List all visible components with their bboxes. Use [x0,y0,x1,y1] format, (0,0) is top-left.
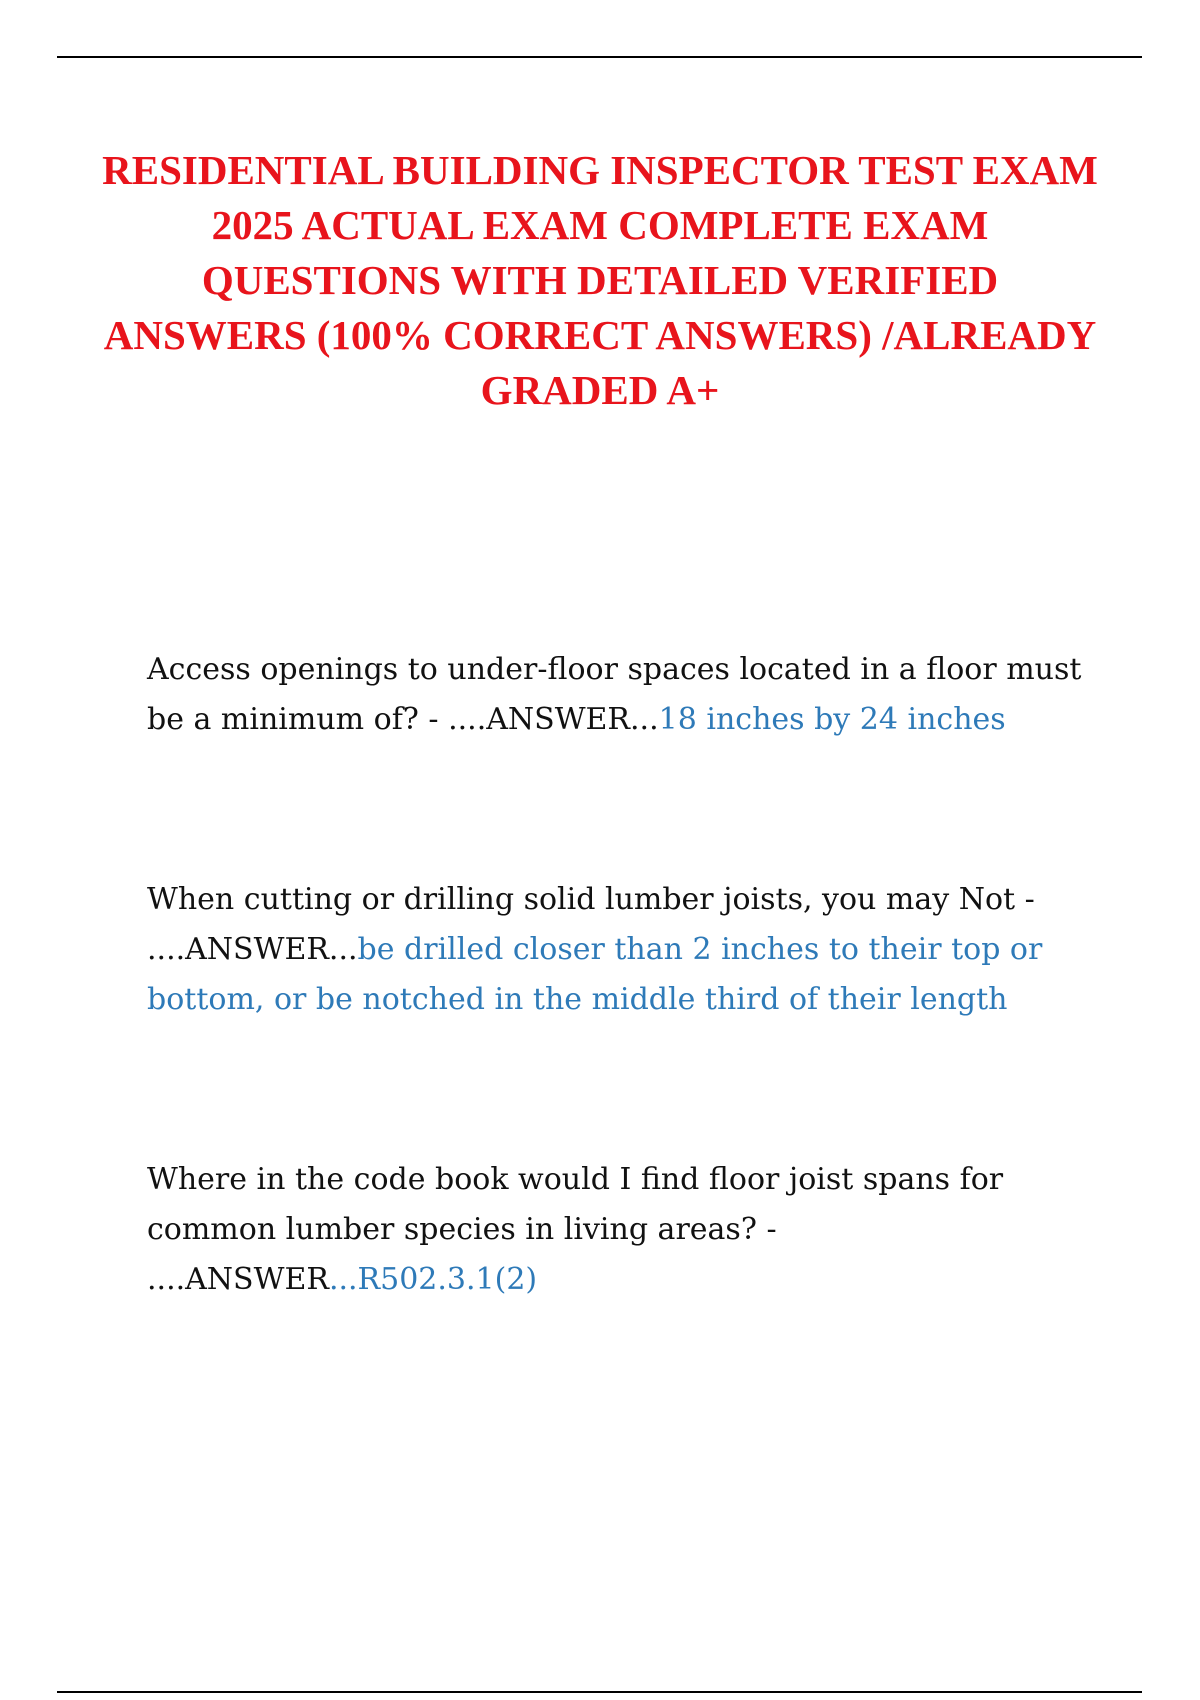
answer-text: 18 inches by 24 inches [658,702,1006,737]
qa-item [147,645,1107,745]
answer-text: be drilled closer than 2 inches to their top or bottom, or be notched in the middle third of their length [147,932,1043,1017]
question-text: Where in the code book would I find floor joist spans for common lumber species in living areas? - ....ANSWER [147,1162,1004,1297]
qa-item [147,875,1107,1025]
question-text: Access openings to under-floor spaces located in a floor must be a minimum of? - ....ANSWER... [147,652,1082,737]
top-rule [57,56,1142,58]
document-title: RESIDENTIAL BUILDING INSPECTOR TEST EXAM 2025 ACTUAL EXAM COMPLETE EXAM QUESTIONS WITH DETAILED VERIFIED ANSWERS (100% CORRECT ANSWERS) /ALREADY GRADED A+ [102,147,1098,413]
bottom-rule [57,1691,1142,1693]
answer-text: ...R502.3.1(2) [328,1262,538,1297]
question-text: When cutting or drilling solid lumber joists, you may Not - ....ANSWER... [147,882,1035,967]
qa-item [147,1155,1107,1305]
